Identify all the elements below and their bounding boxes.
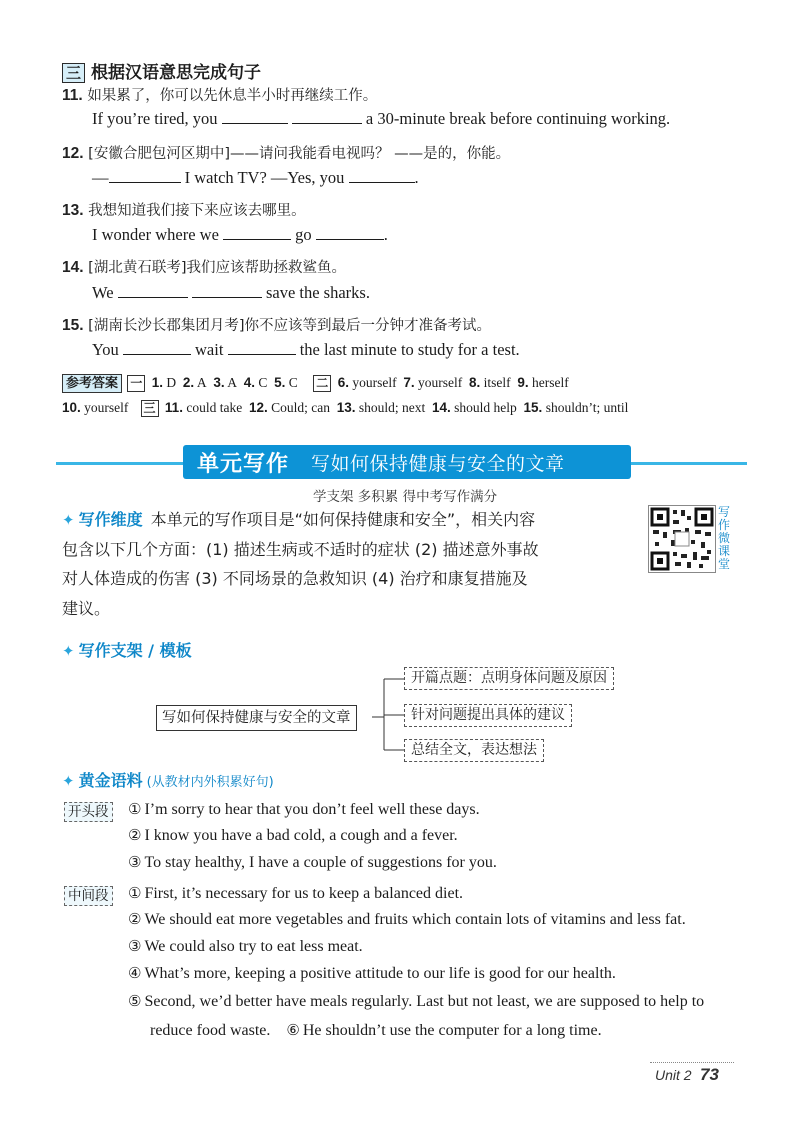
question-13-cn: 13. 我想知道我们接下来应该去哪里。 <box>62 202 306 219</box>
question-12-cn: 12. [安徽合肥包河区期中]——请问我能看电视吗？ ——是的，你能。 <box>62 145 511 162</box>
qr-code[interactable] <box>648 505 716 573</box>
dimension-line-3: 对人体造成的伤害 (3) 不同场景的急救知识 (4) 治疗和康复措施及 <box>62 569 528 588</box>
framework-heading: 写作支架 / 模板 <box>78 641 192 660</box>
opening-sentence-2: ② I know you have a bad cold, a cough and a fever. <box>128 826 458 844</box>
question-13-en: I wonder where we go . <box>92 225 388 244</box>
answer-blank[interactable] <box>123 340 191 355</box>
middle-sentence-4: ④ What’s more, keeping a positive attitude to our life is good for our health. <box>128 964 616 982</box>
question-12-en: — I watch TV? —Yes, you . <box>92 168 419 187</box>
unit-label: Unit 2 <box>655 1067 692 1083</box>
opening-tag: 开头段 <box>64 802 113 822</box>
answer-key-line-2: 10. yourself 三 11. could take 12. Could; can 13. should; next 14. should help 15. shouldn’t; until <box>62 400 629 415</box>
question-14-cn: 14. [湖北黄石联考]我们应该帮助拯救鲨鱼。 <box>62 259 346 276</box>
middle-sentence-2: ② We should eat more vegetables and fruits which contain lots of vitamins and less fat. <box>128 910 686 928</box>
banner-divider-left <box>56 462 183 465</box>
footer-rule <box>650 1062 734 1063</box>
opening-sentence-1: ① I’m sorry to hear that you don’t feel well these days. <box>128 800 480 818</box>
dimension-heading: 写作维度 <box>78 510 143 529</box>
dimension-line-4: 建议。 <box>62 599 111 618</box>
question-15-cn: 15. [湖南长沙长郡集团月考]你不应该等到最后一分钟才准备考试。 <box>62 317 491 334</box>
question-14-en: We save the sharks. <box>92 283 370 302</box>
section-header <box>62 58 261 83</box>
answer-blank[interactable] <box>222 109 288 124</box>
answer-key-line-1: 参考答案 一 1. D 2. A 3. A 4. C 5. C 二 6. yourself 7. yourself 8. itself 9. herself <box>62 374 569 393</box>
section-number-tag: 三 <box>62 63 85 83</box>
framework-header <box>62 638 192 661</box>
dimension-line-2: 包含以下几个方面：(1) 描述生病或不适时的症状 (2) 描述意外事故 <box>62 540 539 559</box>
banner-divider-right <box>631 462 747 465</box>
middle-sentence-3: ③ We could also try to eat less meat. <box>128 937 363 955</box>
dimension-line-1: ✦ 写作维度 本单元的写作项目是“如何保持健康和安全”，相关内容 <box>62 510 536 529</box>
qr-code-icon <box>649 506 715 572</box>
page-number: 73 <box>700 1065 719 1084</box>
answer-blank[interactable] <box>192 283 262 298</box>
answer-blank[interactable] <box>349 168 415 183</box>
question-11-en: If you’re tired, you a 30-minute break before continuing working. <box>92 109 671 128</box>
golden-header <box>62 768 274 791</box>
sparkle-icon: ✦ <box>62 642 75 660</box>
sparkle-icon: ✦ <box>62 511 75 529</box>
framework-branch-3: 总结全文，表达想法 <box>404 739 544 762</box>
framework-center-box: 写如何保持健康与安全的文章 <box>156 705 357 731</box>
answer-blank[interactable] <box>228 340 296 355</box>
answer-blank[interactable] <box>223 225 291 240</box>
sparkle-icon: ✦ <box>62 772 75 790</box>
page-footer <box>655 1065 719 1085</box>
middle-sentence-5-cont: reduce food waste. ⑥ He shouldn’t use the computer for a long time. <box>150 1021 602 1039</box>
golden-heading: 黄金语料 <box>78 771 143 790</box>
answer-blank[interactable] <box>292 109 362 124</box>
answer-key-label: 参考答案 <box>62 374 122 393</box>
answer-blank[interactable] <box>316 225 384 240</box>
middle-sentence-5: ⑤ Second, we’d better have meals regularly. Last but not least, we are supposed to help to <box>128 992 705 1010</box>
question-11-cn: 11. 如果累了，你可以先休息半小时再继续工作。 <box>62 87 378 104</box>
banner-slogan: 学支架 多积累 得中考写作满分 <box>313 489 498 505</box>
banner-subtitle: 写如何保持健康与安全的文章 <box>311 452 565 475</box>
middle-tag: 中间段 <box>64 886 113 906</box>
qr-caption: 写作微课堂 <box>718 505 731 571</box>
middle-sentence-1: ① First, it’s necessary for us to keep a balanced diet. <box>128 884 464 902</box>
framework-branch-1: 开篇点题：点明身体问题及原因 <box>404 667 614 690</box>
question-15-en: You wait the last minute to study for a test. <box>92 340 520 359</box>
answer-blank[interactable] <box>118 283 188 298</box>
section-title: 根据汉语意思完成句子 <box>91 63 262 83</box>
golden-note: (从教材内外积累好句) <box>146 775 274 790</box>
opening-sentence-3: ③ To stay healthy, I have a couple of suggestions for you. <box>128 853 497 871</box>
framework-branch-2: 针对问题提出具体的建议 <box>404 704 572 727</box>
framework-connectors <box>372 666 408 762</box>
banner-title: 单元写作 <box>197 451 290 477</box>
answer-blank[interactable] <box>109 168 181 183</box>
unit-writing-banner <box>183 445 631 479</box>
